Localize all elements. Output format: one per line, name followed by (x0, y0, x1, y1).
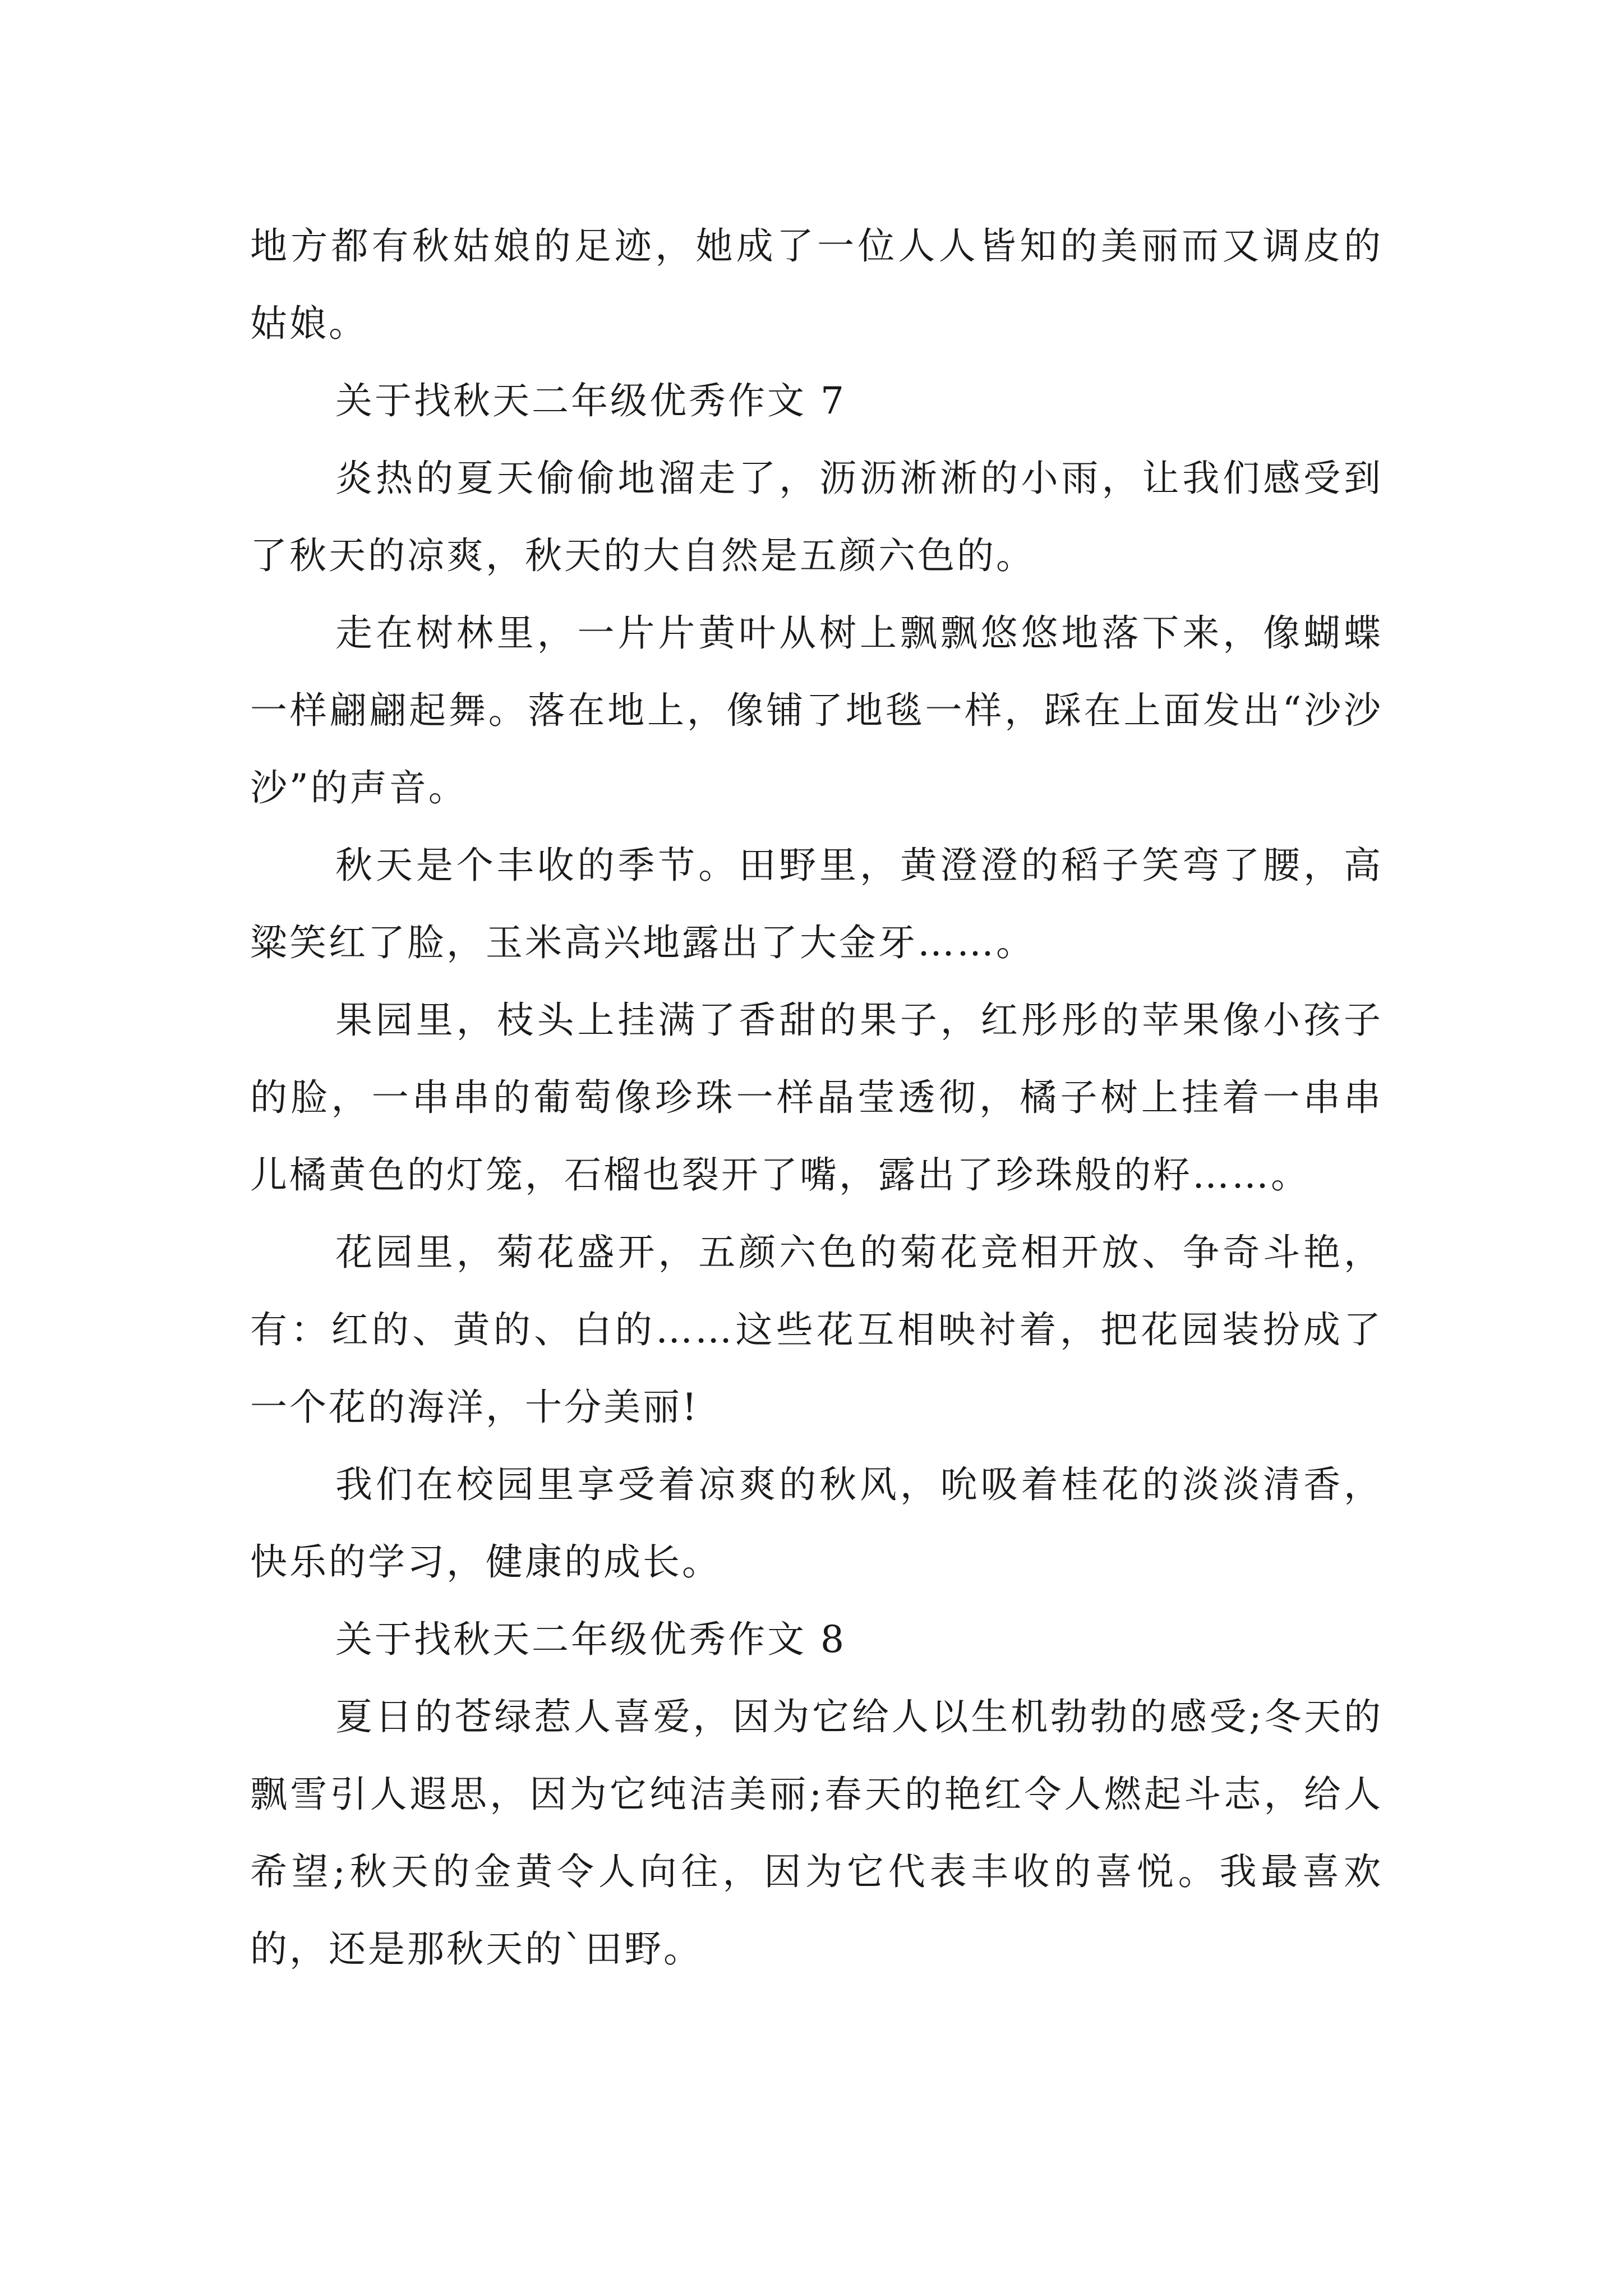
essay-heading-7: 关于找秋天二年级优秀作文 7 (335, 379, 846, 422)
paragraph: 炎热的夏天偷偷地溜走了，沥沥淅淅的小雨，让我们感受到了秋天的凉爽，秋天的大自然是五颜六色的。 (250, 457, 1383, 577)
paragraph: 花园里，菊花盛开，五颜六色的菊花竞相开放、争奇斗艳，有：红的、黄的、白的……这些花互相映衬着，把花园装扮成了一个花的海洋，十分美丽! (250, 1231, 1383, 1429)
paragraph: 夏日的苍绿惹人喜爱，因为它给人以生机勃勃的感受;冬天的飘雪引人遐思，因为它纯洁美丽;春天的艳红令人燃起斗志，给人希望;秋天的金黄令人向往，因为它代表丰收的喜悦。我最喜欢的，还是那秋天的`田野。 (250, 1695, 1383, 1971)
paragraph: 果园里，枝头上挂满了香甜的果子，红彤彤的苹果像小孩子的脸，一串串的葡萄像珍珠一样晶莹透彻，橘子树上挂着一串串儿橘黄色的灯笼，石榴也裂开了嘴，露出了珍珠般的籽……。 (250, 999, 1383, 1197)
paragraph: 走在树林里，一片片黄叶从树上飘飘悠悠地落下来，像蝴蝶一样翩翩起舞。落在地上，像铺了地毯一样，踩在上面发出“沙沙沙”的声音。 (250, 611, 1383, 809)
paragraph-continued: 地方都有秋姑娘的足迹，她成了一位人人皆知的美丽而又调皮的姑娘。 (250, 224, 1383, 345)
essay-heading-8: 关于找秋天二年级优秀作文 8 (335, 1618, 846, 1661)
document-body (250, 208, 1383, 1988)
paragraph: 我们在校园里享受着凉爽的秋风，吮吸着桂花的淡淡清香，快乐的学习，健康的成长。 (250, 1463, 1383, 1584)
paragraph: 秋天是个丰收的季节。田野里，黄澄澄的稻子笑弯了腰，高粱笑红了脸，玉米高兴地露出了大金牙……。 (250, 844, 1383, 964)
